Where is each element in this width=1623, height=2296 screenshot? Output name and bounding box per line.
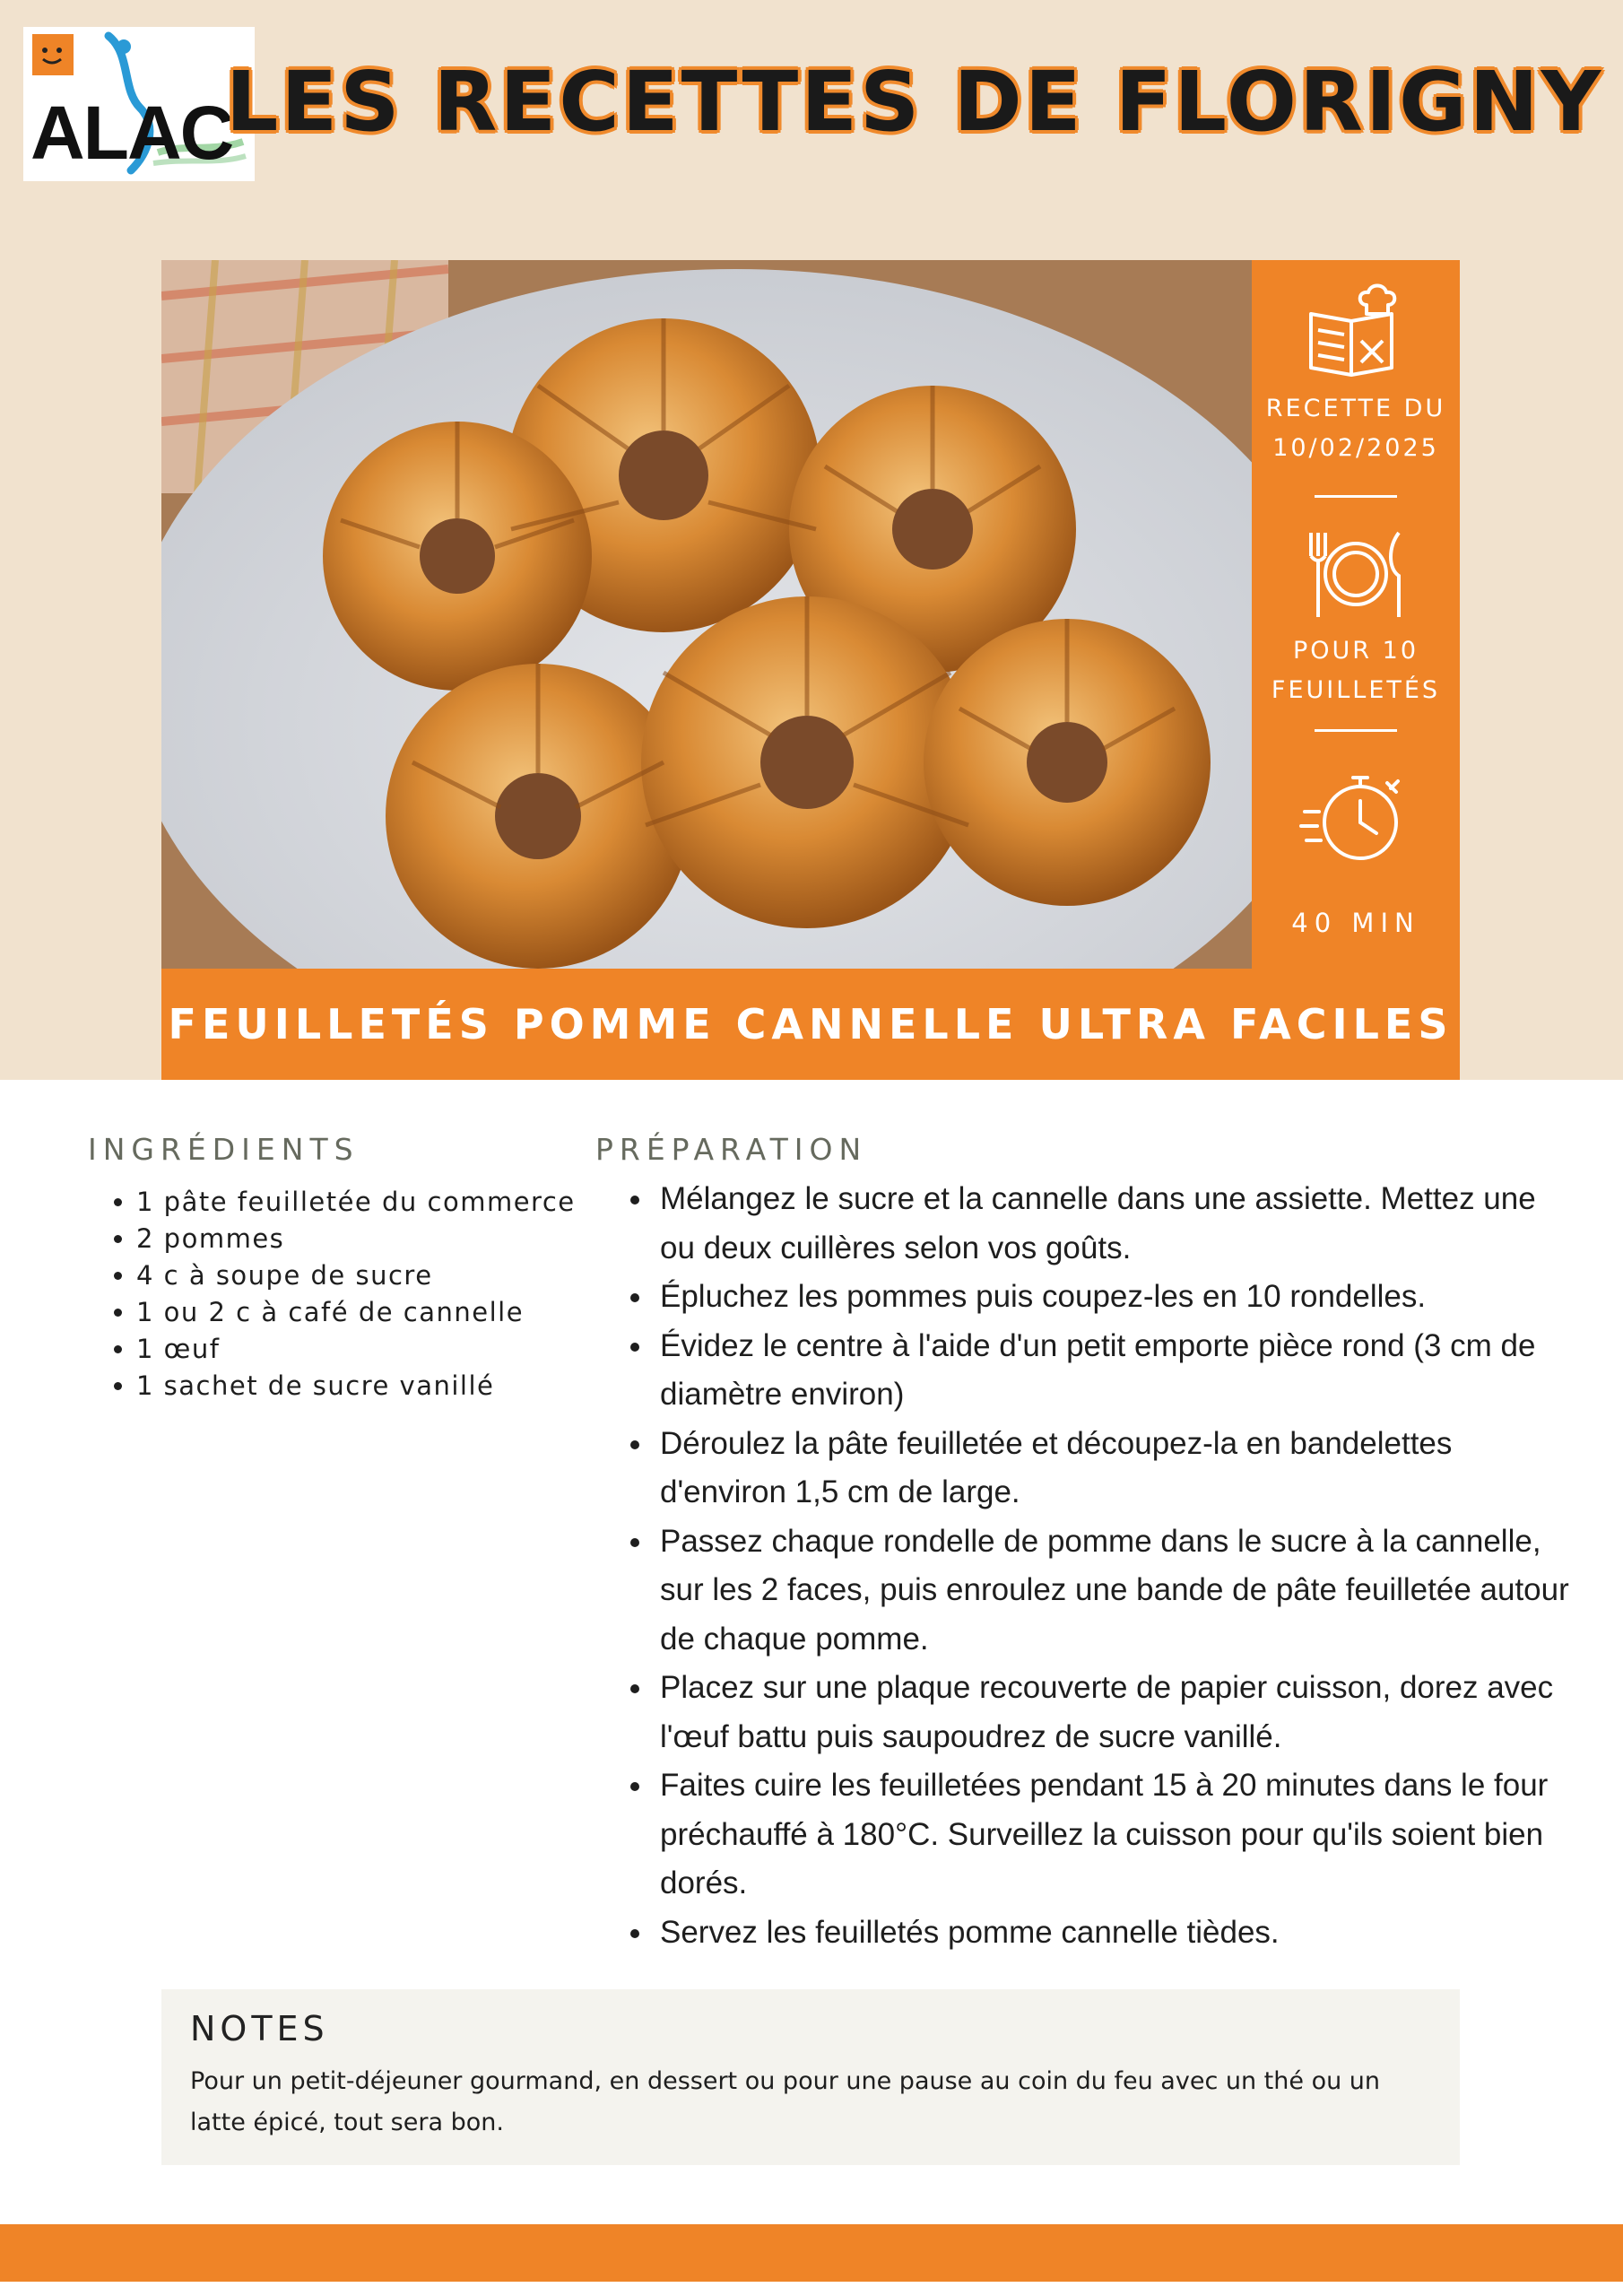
list-item: • Mélangez le sucre et la cannelle dans une assiette. Mettez une ou deux cuillères selon vos goûts. [655,1175,1578,1273]
pastry-illustration [161,260,1252,969]
servings-line1: POUR 10 [1293,637,1419,665]
list-item: • Passez chaque rondelle de pomme dans le sucre à la cannelle, sur les 2 faces, puis enroulez une bande de pâte feuilletée autour de chaque pomme. [655,1518,1578,1665]
list-item: • Placez sur une plaque recouverte de papier cuisson, dorez avec l'œuf battu puis saupoudrez de sucre vanillé. [655,1664,1578,1761]
divider [1315,729,1397,732]
servings-label [1252,631,1460,710]
time-block [1252,758,1460,943]
notes-text: Pour un petit-déjeuner gourmand, en dessert ou pour une pause au coin du feu avec un thé ou un latte épicé, tout sera bon. [190,2067,1381,2136]
date-value: 10/02/2025 [1272,434,1439,462]
page-title: LES RECETTES DE FLORIGNY [225,54,1604,150]
date-label-line1: RECETTE DU [1265,395,1446,422]
date-block [1252,278,1460,468]
list-item: • 1 ou 2 c à café de cannelle [136,1294,576,1331]
list-item: • 2 pommes [136,1221,576,1257]
list-item: • Faites cuire les feuilletées pendant 15 à 20 minutes dans le four préchauffé à 180°C. Surveillez la cuisson pour qu'ils soient bien dorés. [655,1761,1578,1909]
recipe-book-icon [1302,278,1410,386]
list-item: • 1 sachet de sucre vanillé [136,1368,576,1405]
footer-bar [0,2224,1623,2282]
preparation-heading: PRÉPARATION [595,1132,868,1167]
list-item: • 1 pâte feuilletée du commerce [136,1184,576,1221]
list-item: • Épluchez les pommes puis coupez-les en 10 rondelles. [655,1273,1578,1322]
ingredients-heading: INGRÉDIENTS [88,1132,360,1167]
plate-cutlery-icon [1302,520,1410,628]
ingredients-list [90,1184,576,1405]
list-item: • 1 œuf [136,1331,576,1368]
recipe-photo [161,260,1252,969]
recipe-info-column [1252,260,1460,969]
list-item: • Déroulez la pâte feuilletée et découpez-la en bandelettes d'environ 1,5 cm de large. [655,1420,1578,1518]
list-item: • Servez les feuilletés pomme cannelle tièdes. [655,1909,1578,1958]
list-item: • Évidez le centre à l'aide d'un petit emporte pièce rond (3 cm de diamètre environ) [655,1322,1578,1420]
servings-line2: FEUILLETÉS [1271,676,1441,704]
stopwatch-icon [1298,758,1414,874]
date-label [1252,389,1460,468]
list-item: • 4 c à soupe de sucre [136,1257,576,1294]
time-label: 40 MIN [1291,908,1420,938]
preparation-steps [610,1175,1578,1957]
servings-block [1252,520,1460,710]
logo-text: ALAC [30,91,233,175]
recipe-title-banner [161,969,1460,1080]
notes-heading: NOTES [190,2009,329,2048]
recipe-title: FEUILLETÉS POMME CANNELLE ULTRA FACILES [168,1000,1454,1048]
divider [1315,495,1397,498]
notes-box [161,1989,1460,2165]
